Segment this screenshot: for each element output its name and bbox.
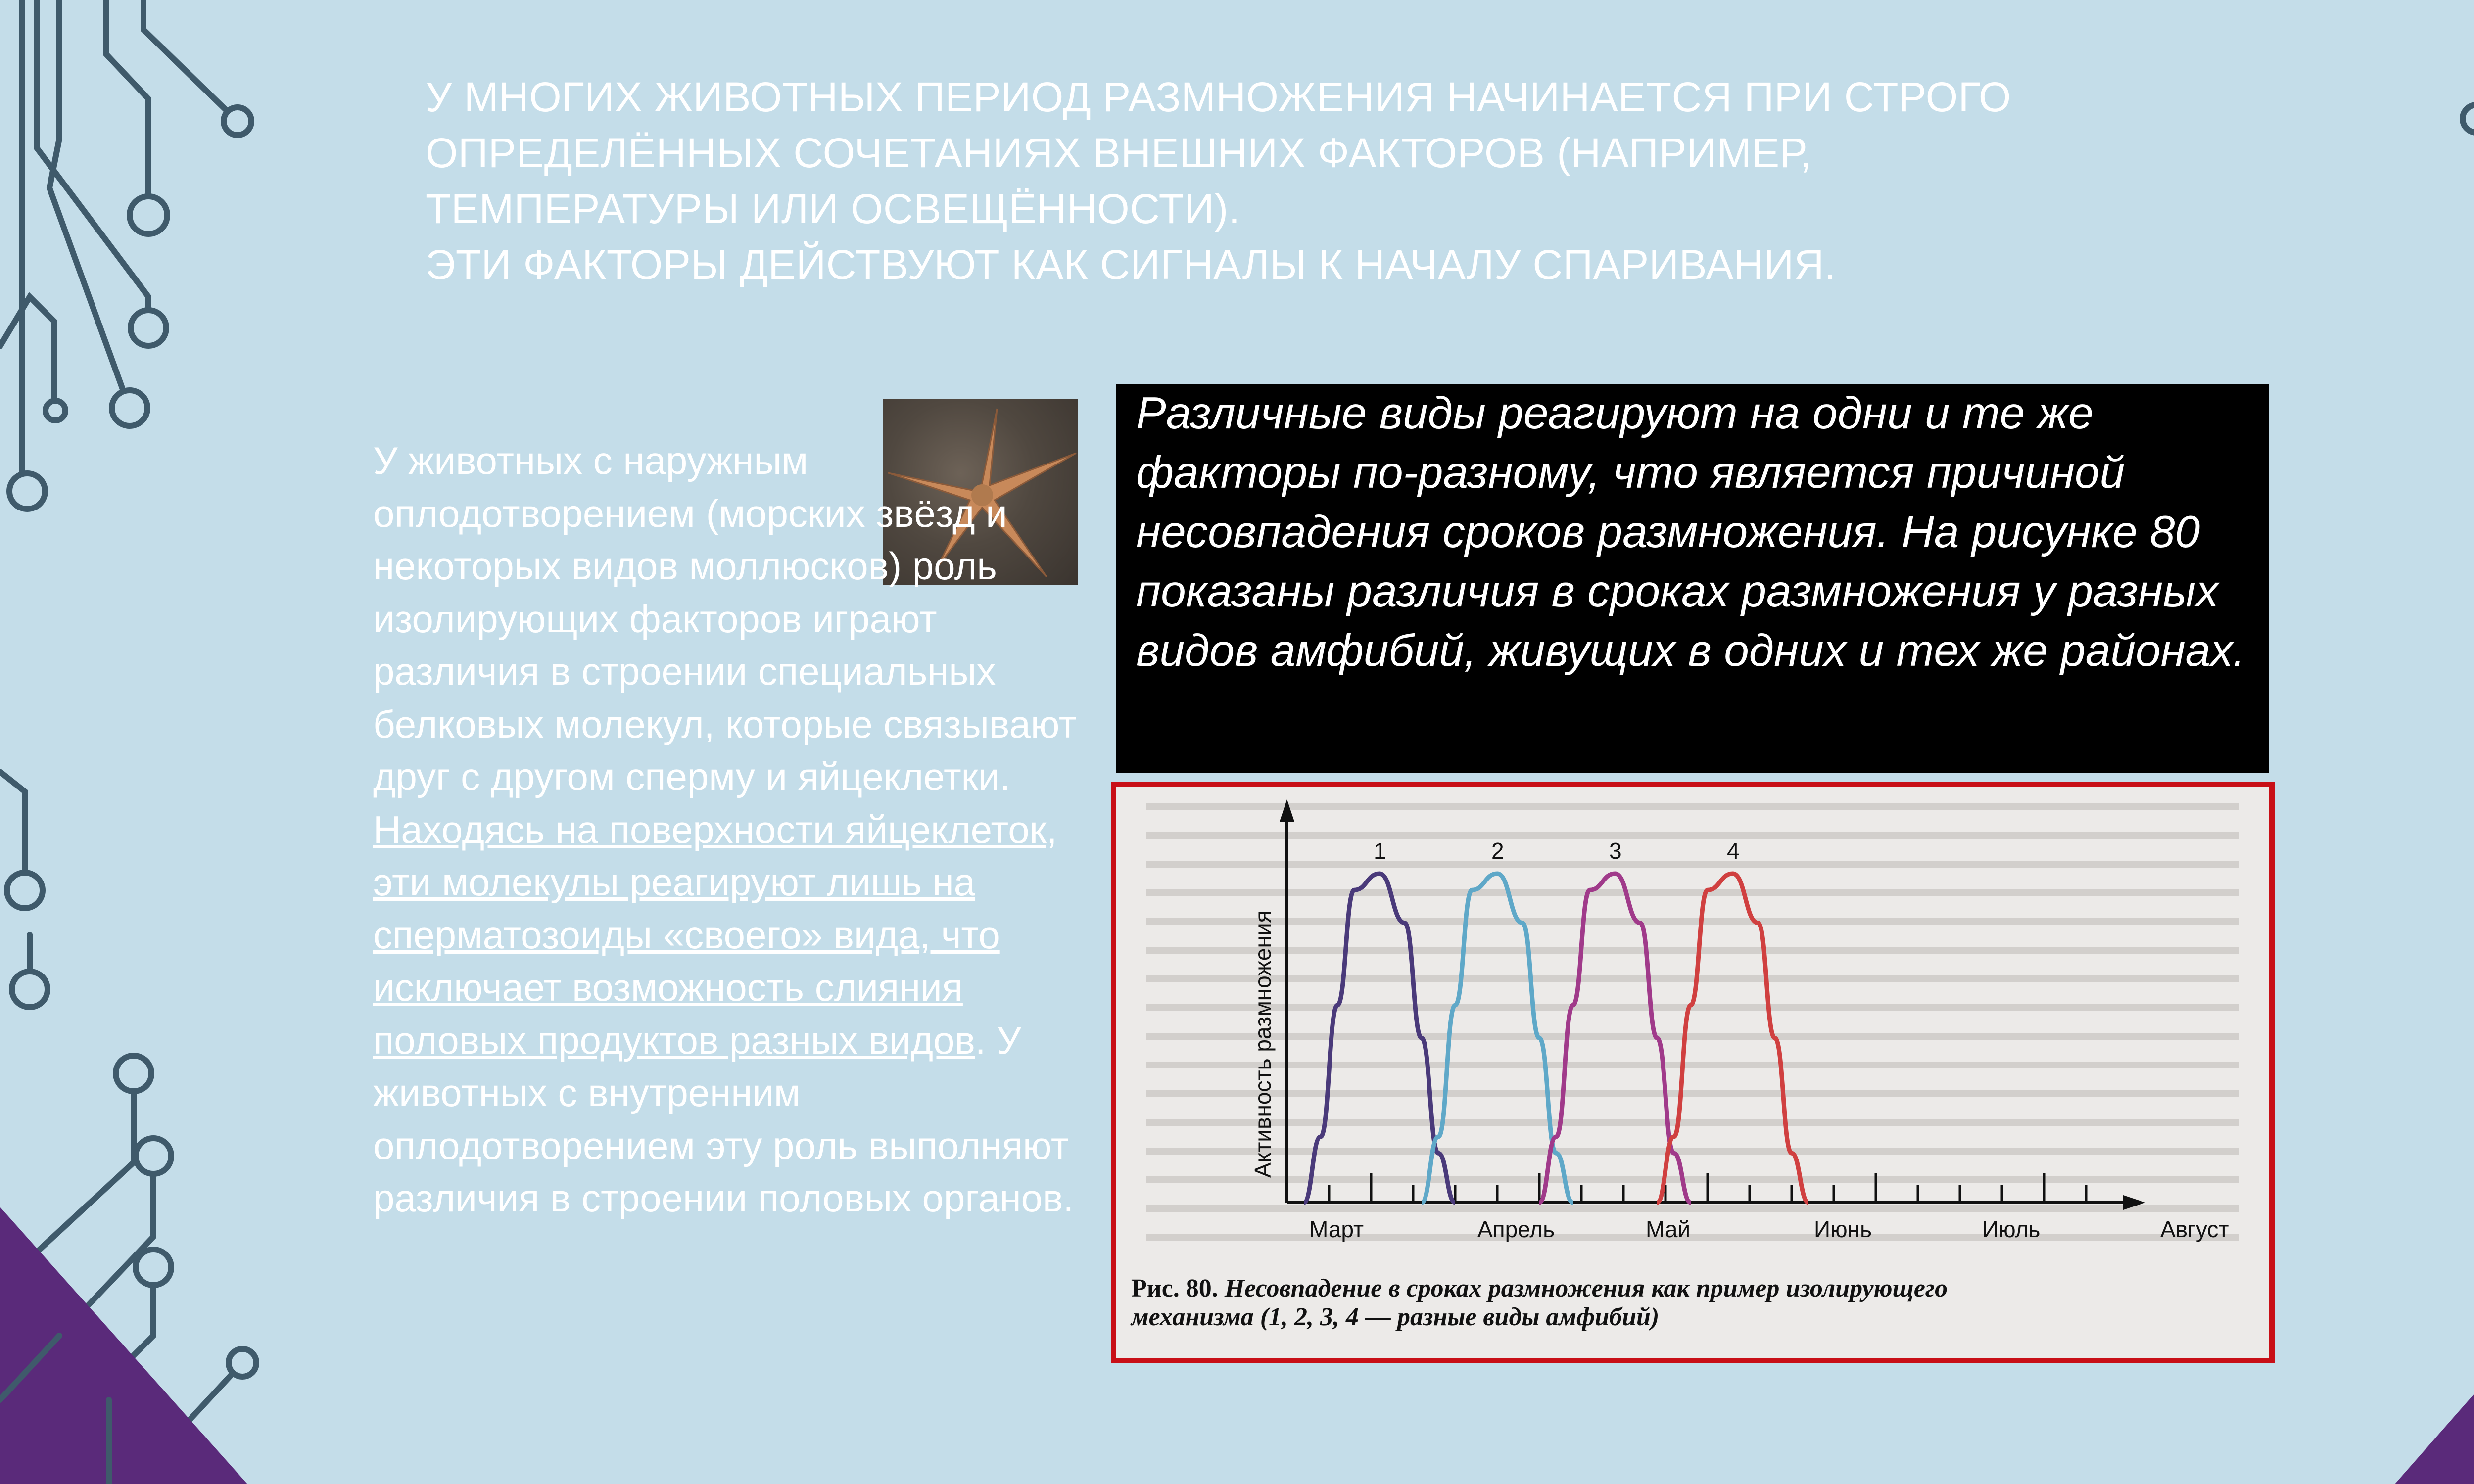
reproduction-chart (1116, 787, 2269, 1358)
body-text-part: У животных с наружным оплодотворением (морских звёзд и некоторых видов моллюсков) роль изолирующих факторов играют различия в строении специальных белковых молекул, которые связывают друг с другом сперму и яйцеклетки. (373, 439, 1077, 798)
y-axis-label: Активность размножения (1250, 910, 1276, 1178)
y-axis-arrow (1280, 799, 1294, 822)
slide-title (426, 69, 2355, 293)
highlight-text: Различные виды реагируют на одни и те же факторы по-разному, что является причиной несовпадения сроков размножения. На рисунке 80 показаны различия в сроках размножения у разных видов амфибий, живущих в одних и тех же районах. (1136, 388, 2246, 676)
body-text (373, 434, 1081, 1225)
highlight-text-box (1116, 384, 2269, 773)
series-label-1: 1 (1374, 838, 1386, 864)
x-tick-label: Июль (1982, 1216, 2041, 1242)
series-label-3: 3 (1609, 838, 1622, 864)
x-tick-label: Август (2160, 1216, 2229, 1242)
x-tick-label: Май (1646, 1216, 1691, 1242)
series-label-4: 4 (1727, 838, 1740, 864)
caption-number: Рис. 80. (1131, 1274, 1218, 1302)
body-text-underlined: Находясь на поверхности яйцеклеток, эти молекулы реагируют лишь на сперматозоиды «своего» вида, что исключает возможность слияния половых продуктов разных видов (373, 807, 1057, 1062)
title-line: У МНОГИХ ЖИВОТНЫХ ПЕРИОД РАЗМНОЖЕНИЯ НАЧИНАЕТСЯ ПРИ СТРОГО (426, 74, 2011, 120)
x-tick-label: Март (1309, 1216, 1364, 1242)
x-tick-label: Апрель (1477, 1216, 1555, 1242)
title-line: ЭТИ ФАКТОРЫ ДЕЙСТВУЮТ КАК СИГНАЛЫ К НАЧАЛУ СПАРИВАНИЯ. (426, 241, 1836, 288)
caption-text: Несовпадение в сроках размножения как пример изолирующего (1218, 1274, 1948, 1302)
body-text-part: . У животных с внутренним оплодотворением эту роль выполняют различия в строении половых органов. (373, 1018, 1074, 1220)
caption-text-line2: механизма (1, 2, 3, 4 — разные виды амфибий) (1131, 1303, 1660, 1331)
title-line: ОПРЕДЕЛЁННЫХ СОЧЕТАНИЯХ ВНЕШНИХ ФАКТОРОВ (НАПРИМЕР, (426, 130, 1812, 176)
title-line: ТЕМПЕРАТУРЫ ИЛИ ОСВЕЩЁННОСТИ). (426, 186, 1240, 232)
x-tick-label: Июнь (1814, 1216, 1872, 1242)
figure-caption (1131, 1274, 1948, 1302)
figure-frame (1111, 782, 2275, 1363)
series-label-2: 2 (1491, 838, 1504, 864)
